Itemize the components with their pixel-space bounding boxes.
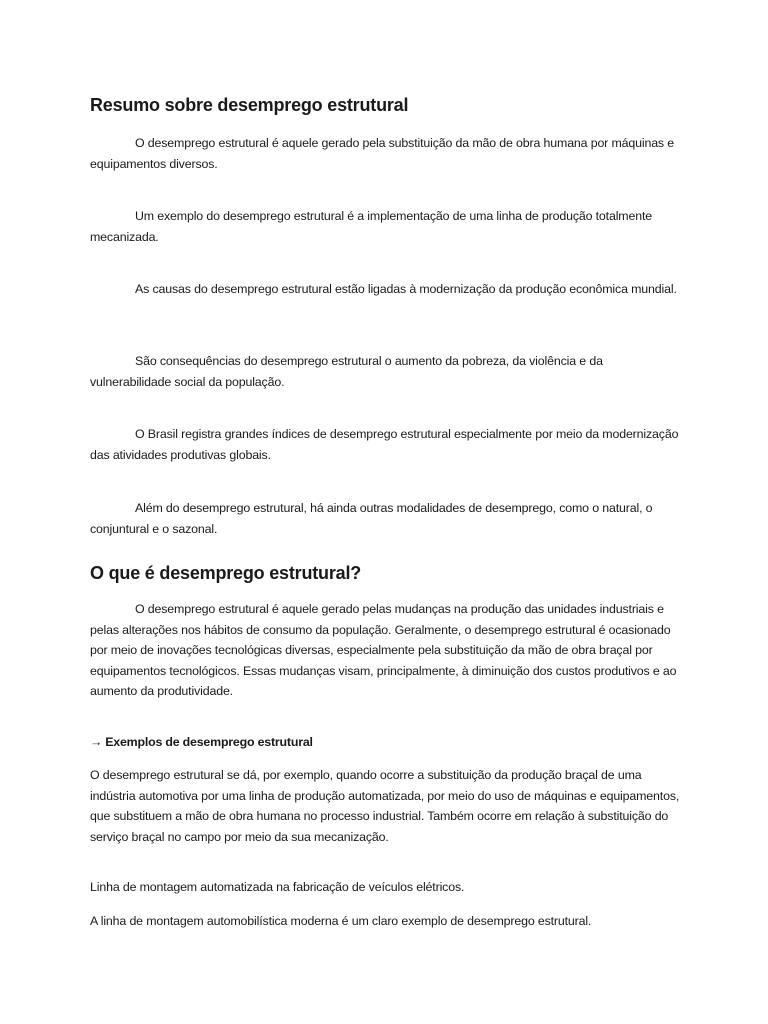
summary-paragraph-1: O desemprego estrutural é aquele gerado pela substituição da mão de obra humana por máquinas e equipamentos diversos.	[90, 136, 675, 171]
arrow-right-icon: →	[90, 735, 103, 749]
examples-heading	[90, 733, 680, 751]
closing-paragraph: A linha de montagem automobilística moderna é um claro exemplo de desemprego estrutural.	[90, 914, 592, 928]
definition-paragraph: O desemprego estrutural é aquele gerado pelas mudanças na produção das unidades industriais e pelas alterações nos hábitos de consumo da população. Geralmente, o desemprego estrutural é ocasionado por meio de inovações tecnológicas diversas, especialmente pela substituição da mão de obra braçal por equipamentos tecnológicos. Essas mudanças visam, principalmente, à diminuição dos custos produtivos e ao aumento da produtividade.	[90, 602, 677, 698]
summary-paragraph-4: São consequências do desemprego estrutural o aumento da pobreza, da violência e da vulnerabilidade social da população.	[90, 354, 603, 389]
definition-title: O que é desemprego estrutural?	[90, 563, 362, 583]
image-caption: Linha de montagem automatizada na fabricação de veículos elétricos.	[90, 880, 465, 894]
summary-paragraph-5: O Brasil registra grandes índices de desemprego estrutural especialmente por meio da modernização das atividades produtivas globais.	[90, 427, 679, 462]
summary-paragraph-2: Um exemplo do desemprego estrutural é a implementação de uma linha de produção totalmente mecanizada.	[90, 209, 652, 244]
examples-paragraph: O desemprego estrutural se dá, por exemplo, quando ocorre a substituição da produção braçal de uma indústria automotiva por uma linha de produção automatizada, por meio do uso de máquinas e equipamentos, que substituem a mão de obra humana no processo industrial. Também ocorre em relação à substituição do serviço braçal no campo por meio da sua mecanização.	[90, 768, 680, 844]
summary-title: Resumo sobre desemprego estrutural	[90, 95, 409, 115]
summary-paragraph-6: Além do desemprego estrutural, há ainda outras modalidades de desemprego, como o natural, o conjuntural e o sazonal.	[90, 501, 653, 536]
summary-paragraph-3: As causas do desemprego estrutural estão ligadas à modernização da produção econômica mundial.	[135, 282, 677, 296]
examples-heading-text: Exemplos de desemprego estrutural	[105, 735, 313, 749]
